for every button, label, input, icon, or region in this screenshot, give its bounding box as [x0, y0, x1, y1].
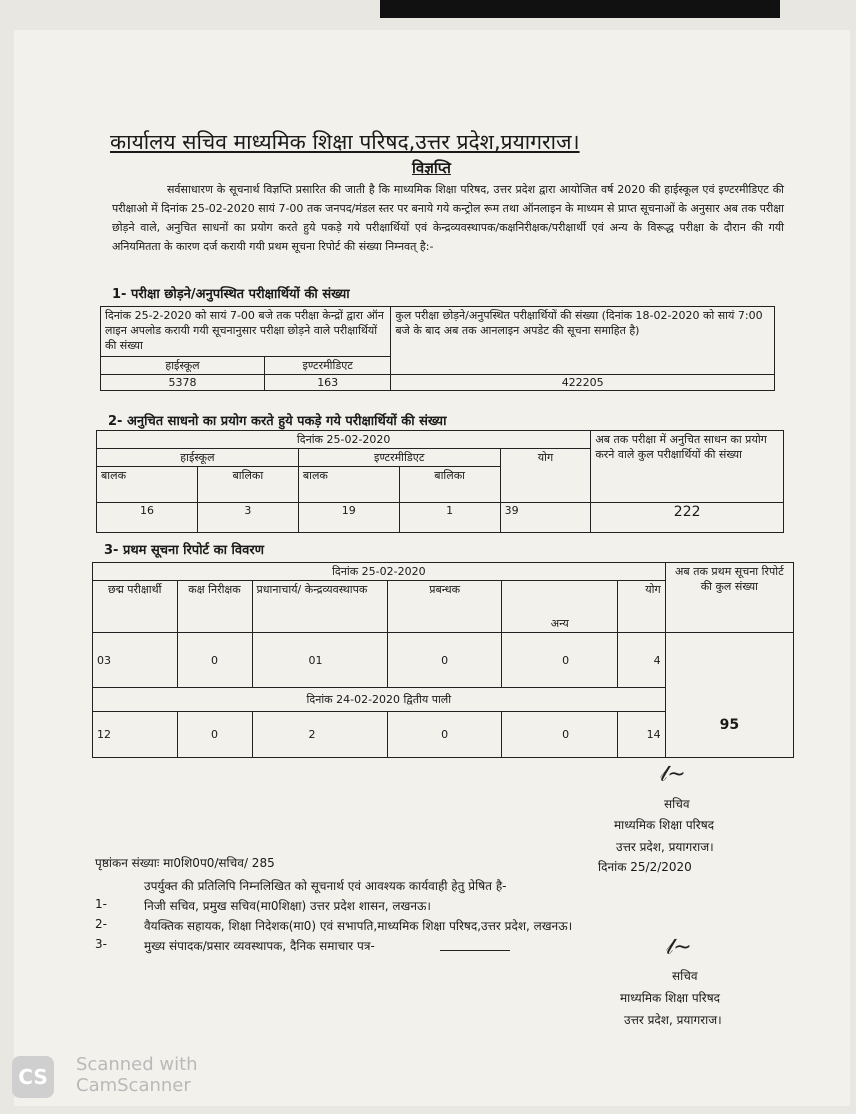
- s2-cumulative-label: अब तक परीक्षा में अनुचित साधन का प्रयोग करने वाले कुल परीक्षार्थियों की संख्या: [591, 431, 784, 503]
- sig2-title: सचिव: [672, 969, 698, 983]
- s3-cumulative: 95: [665, 633, 793, 758]
- s2-total-label: योग: [500, 449, 591, 503]
- absent-intermediate: 163: [265, 375, 391, 391]
- section2-heading: 2- अनुचित साधनो का प्रयोग करते हुये पकड़े गये परीक्षार्थियों की संख्या: [108, 414, 447, 429]
- copy-num-1: 1-: [95, 897, 107, 911]
- s3-r2-dummy: 12: [93, 712, 178, 758]
- s2-hs-boys: 16: [97, 503, 198, 533]
- absent-left-header: दिनांक 25-2-2020 को सायं 7-00 बजे तक परीक्षा केन्द्रों द्वारा ऑन लाइन अपलोड करायी गयी सूचनानुसार परीक्षा छोड़ने वाले परीक्षार्थियों की संख्या: [101, 307, 391, 357]
- s3-r2-principal: 2: [252, 712, 387, 758]
- s3-r1-dummy: 03: [93, 633, 178, 688]
- copy-num-3: 3-: [95, 937, 107, 951]
- watermark-line-1: Scanned with: [76, 1054, 198, 1075]
- s3-r1-other: 0: [502, 633, 618, 688]
- col-intermediate: इण्टरमीडिएट: [265, 357, 391, 375]
- intro-paragraph: सर्वसाधारण के सूचनार्थ विज्ञप्ति प्रसारित की जाती है कि माध्यमिक शिक्षा परिषद, उत्तर प्रदेश द्वारा आयोजित वर्ष 2020 की हाईस्कूल एवं इण्टरमीडिएट की परीक्षाओ में दिनांक 25-02-2020 सायं 7-00 तक जनपद/मंडल स्तर पर बनाये गये कन्ट्रोल रूम तथा ऑनलाइन के माध्यम से प्राप्त सूचनाओं के अनुसार अब तक परीक्षा छोड़ने वाले, अनुचित साधनों का प्रयोग करते हुये पकड़े गये परीक्षार्थियों एवं केन्द्रव्यवस्थापक/कक्षनिरीक्षक/परीक्षार्थी एवं अन्य के विरूद्ध परीक्षा के दौरान की गयी अनियमितता के कारण दर्ज करायी गयी प्रथम सूचना रिपोर्ट की संख्या निम्नवत् है:-: [112, 183, 784, 253]
- notice-heading: विज्ञप्ति: [412, 159, 451, 177]
- s2-int-boys: 19: [298, 503, 399, 533]
- s3-r2-total: 14: [618, 712, 666, 758]
- s2-int-girls-label: बालिका: [399, 467, 500, 503]
- absent-highschool: 5378: [101, 375, 265, 391]
- copy-num-2: 2-: [95, 917, 107, 931]
- fir-table: [92, 562, 794, 758]
- sig2-place: उत्तर प्रदेश, प्रयागराज।: [624, 1013, 722, 1027]
- s3-date2: दिनांक 24-02-2020 द्वितीय पाली: [93, 688, 666, 712]
- copy-item-1: निजी सचिव, प्रमुख सचिव(मा0शिक्षा) उत्तर प्रदेश शासन, लखनऊ।: [144, 899, 431, 913]
- s3-r1-total: 4: [618, 633, 666, 688]
- reference-number: पृष्ठांकन संख्याः मा0शि0प0/सचिव/ 285: [95, 856, 275, 870]
- watermark-line-2: CamScanner: [76, 1075, 191, 1096]
- s3-col-total: योग: [618, 581, 666, 633]
- watermark-text: [76, 1054, 198, 1096]
- camscanner-logo: CS: [12, 1056, 54, 1098]
- s2-date: दिनांक 25-02-2020: [97, 431, 591, 449]
- absent-total: 422205: [391, 375, 775, 391]
- s2-cumulative: 222: [591, 503, 784, 533]
- page-title: कार्यालय सचिव माध्यमिक शिक्षा परिषद,उत्तर प्रदेश,प्रयागराज।: [110, 130, 580, 154]
- sig1-place: उत्तर प्रदेश, प्रयागराज।: [616, 840, 714, 854]
- s2-int-girls: 1: [399, 503, 500, 533]
- s3-r1-invigilator: 0: [177, 633, 252, 688]
- sig1-office: माध्यमिक शिक्षा परिषद: [614, 818, 715, 832]
- signature-mark-2: 𝓁~: [666, 935, 692, 960]
- s3-col-invigilator: कक्ष निरीक्षक: [177, 581, 252, 633]
- col-highschool: हाईस्कूल: [101, 357, 265, 375]
- s3-r1-principal: 01: [252, 633, 387, 688]
- s3-date1: दिनांक 25-02-2020: [93, 563, 666, 581]
- s3-r2-manager: 0: [387, 712, 502, 758]
- issue-date: दिनांक 25/2/2020: [598, 860, 692, 874]
- s3-col-principal: प्रधानाचार्य/ केन्द्रव्यवस्थापक: [252, 581, 387, 633]
- absent-table: [100, 306, 775, 391]
- section3-heading: 3- प्रथम सूचना रिपोर्ट का विवरण: [104, 543, 265, 558]
- s3-col-manager: प्रबन्धक: [387, 581, 502, 633]
- s2-intermediate: इण्टरमीडिएट: [298, 449, 500, 467]
- s2-total: 39: [500, 503, 591, 533]
- sig2-office: माध्यमिक शिक्षा परिषद: [620, 991, 721, 1005]
- s3-r2-other: 0: [502, 712, 618, 758]
- unfair-means-table: [96, 430, 784, 533]
- signature-mark: 𝓁~: [660, 762, 686, 787]
- s2-hs-boys-label: बालक: [97, 467, 198, 503]
- scan-shadow: [380, 0, 780, 18]
- s2-hs-girls: 3: [197, 503, 298, 533]
- copy-item-3: मुख्य संपादक/प्रसार व्यवस्थापक, दैनिक समाचार पत्र-: [144, 939, 375, 953]
- section1-heading: 1- परीक्षा छोड़ने/अनुपस्थित परीक्षार्थियों की संख्या: [112, 287, 350, 302]
- sig1-title: सचिव: [664, 797, 690, 811]
- s2-hs-girls-label: बालिका: [197, 467, 298, 503]
- copy-item-2: वैयक्तिक सहायक, शिक्षा निदेशक(मा0) एवं सभापति,माध्यमिक शिक्षा परिषद,उत्तर प्रदेश, लखनऊ।: [144, 919, 573, 933]
- absent-right-header: कुल परीक्षा छोड़ने/अनुपस्थित परीक्षार्थियों की संख्या (दिनांक 18-02-2020 को सायं 7:00 बजे के बाद अब तक आनलाइन अपडेट की सूचना समाहित है): [391, 307, 775, 375]
- copy-intro: उपर्युक्त की प्रतिलिपि निम्नलिखित को सूचनार्थ एवं आवश्यक कार्यवाही हेतु प्रेषित है-: [144, 879, 507, 893]
- s2-int-boys-label: बालक: [298, 467, 399, 503]
- s3-r2-invigilator: 0: [177, 712, 252, 758]
- blank-line: [440, 950, 510, 951]
- s3-col-dummy: छद्म परीक्षार्थी: [93, 581, 178, 633]
- s3-r1-manager: 0: [387, 633, 502, 688]
- s2-highschool: हाईस्कूल: [97, 449, 299, 467]
- s3-col-other: अन्य: [502, 581, 618, 633]
- s3-cumulative-label: अब तक प्रथम सूचना रिपोर्ट की कुल संख्या: [665, 563, 793, 633]
